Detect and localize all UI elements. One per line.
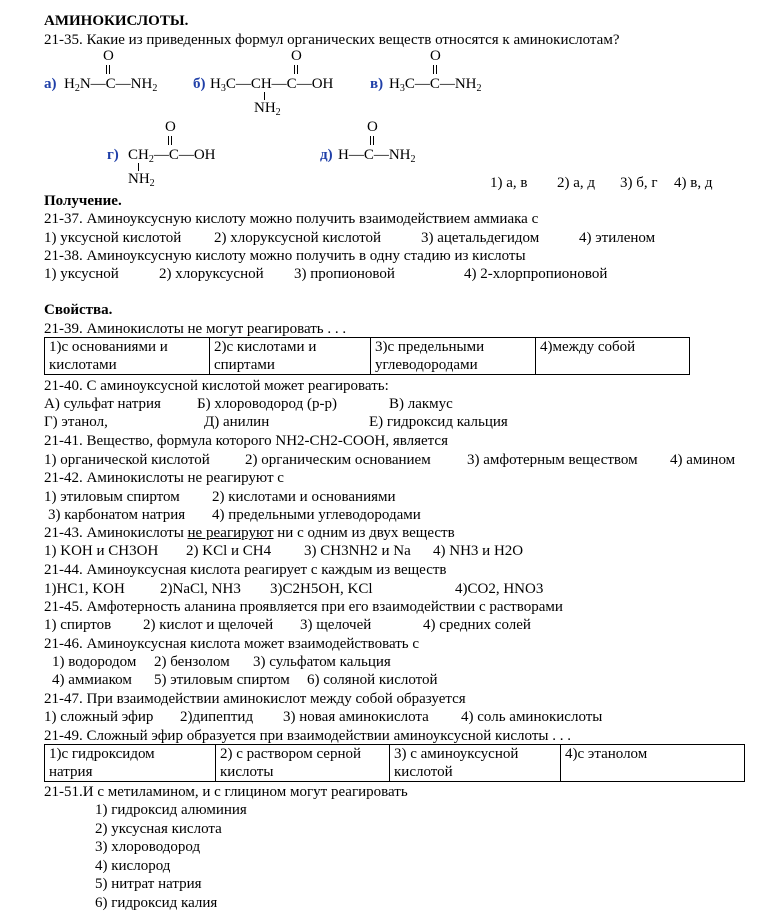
q47-option-2: 2)дипептид: [180, 709, 254, 725]
q35-text: 21-35. Какие из приведенных формул органических веществ относятся к аминокислотам?: [44, 32, 620, 48]
q35-answer-1: 1) а, в: [490, 175, 528, 191]
q35-answer-3: 3) б, г: [620, 175, 658, 191]
q37-option-3: 3) ацетальдегидом: [421, 230, 540, 246]
formula-v-text: $H_3C—C—NH_2$: [389, 76, 482, 94]
q38-text: 21-38. Аминоуксусную кислоту можно получить в одну стадию из кислоты: [44, 248, 526, 264]
q38-option-4: 4) 2-хлорпропионовой: [464, 266, 608, 282]
q49-table: [44, 744, 745, 782]
label-d: д): [320, 147, 333, 163]
q40-text: 21-40. С аминоуксусной кислотой может реагировать:: [44, 378, 389, 394]
page-title: АМИНОКИСЛОТЫ.: [44, 13, 189, 29]
label-g: г): [107, 147, 119, 163]
label-v: в): [370, 76, 384, 92]
q39-cell-2: 2)с кислотами и спиртами: [210, 338, 371, 375]
formula-g-double-bond: [168, 136, 172, 145]
q45-option-2: 2) кислот и щелочей: [143, 617, 274, 633]
formula-v-double-bond: [433, 65, 437, 74]
q46-option-1: 1) водородом: [52, 654, 137, 670]
formula-b-oxygen: O: [291, 48, 302, 64]
formula-a-text: $H_2N—C—NH_2$: [64, 76, 158, 94]
q45-text: 21-45. Амфотерность аланина проявляется при его взаимодействии с растворами: [44, 599, 563, 615]
q47-option-3: 3) новая аминокислота: [283, 709, 429, 725]
q43-underlined: не реагируют: [187, 525, 274, 541]
q43-option-2: 2) KCl и CH4: [186, 543, 272, 559]
q40-option-a: А) сульфат натрия: [44, 396, 161, 412]
q40-option-d: Д) анилин: [204, 414, 270, 430]
q42-option-2: 2) кислотами и основаниями: [212, 489, 396, 505]
q39-cell-4: 4)между собой: [536, 338, 690, 375]
formula-g-text: $CH_2—C—OH$: [128, 147, 216, 165]
q41-text: 21-41. Вещество, формула которого NH2-CH2-COOH, является: [44, 433, 448, 449]
q38-option-3: 3) пропионовой: [294, 266, 395, 282]
q49-cell-3: 3) с аминоуксусной кислотой: [390, 745, 561, 782]
formula-b-double-bond: [294, 65, 298, 74]
q40-option-v: В) лакмус: [389, 396, 453, 412]
q46-text: 21-46. Аминоуксусная кислота может взаимодействовать с: [44, 636, 420, 652]
q46-option-3: 3) сульфатом кальция: [253, 654, 391, 670]
formula-a-double-bond: [106, 65, 110, 74]
q43-text: 21-43. Аминокислоты не реагируют ни с одним из двух веществ: [44, 525, 455, 541]
section-preparation: Получение.: [44, 193, 122, 209]
formula-d-double-bond: [370, 136, 374, 145]
q43-option-4: 4) NH3 и H2O: [433, 543, 524, 559]
q39-table: [44, 337, 690, 375]
q35-answer-4: 4) в, д: [674, 175, 713, 191]
q51-option-5: 5) нитрат натрия: [95, 876, 202, 892]
formula-v-oxygen: O: [430, 48, 441, 64]
q39-cell-3: 3)с предельными углеводородами: [371, 338, 536, 375]
q49-cell-4: 4)с этанолом: [561, 745, 745, 782]
q35-answer-2: 2) а, д: [557, 175, 596, 191]
q42-text: 21-42. Аминокислоты не реагируют с: [44, 470, 284, 486]
q40-option-e: Е) гидроксид кальция: [369, 414, 508, 430]
q51-option-6: 6) гидроксид калия: [95, 895, 218, 911]
q37-option-1: 1) уксусной кислотой: [44, 230, 182, 246]
q41-option-3: 3) амфотерным веществом: [467, 452, 638, 468]
q46-option-2: 2) бензолом: [154, 654, 230, 670]
q41-option-4: 4) амином: [670, 452, 736, 468]
q46-option-6: 6) соляной кислотой: [307, 672, 438, 688]
formula-g-amino: $NH_2$: [128, 171, 155, 189]
q39-cell-1: 1)с основаниями и кислотами: [45, 338, 210, 375]
q46-option-5: 5) этиловым спиртом: [154, 672, 290, 688]
q37-option-4: 4) этиленом: [579, 230, 656, 246]
q45-option-4: 4) средних солей: [423, 617, 531, 633]
q37-text: 21-37. Аминоуксусную кислоту можно получить взаимодействием аммиака с: [44, 211, 539, 227]
q43-option-3: 3) CH3NH2 и Na: [304, 543, 411, 559]
q49-cell-2: 2) с раствором серной кислоты: [216, 745, 390, 782]
q40-option-b: Б) хлороводород (р-р): [197, 396, 337, 412]
q38-option-2: 2) хлоруксусной: [159, 266, 264, 282]
formula-d-text: $H—C—NH_2$: [338, 147, 416, 165]
q44-option-4: 4)CO2, HNO3: [455, 581, 544, 597]
q44-text: 21-44. Аминоуксусная кислота реагирует с каждым из веществ: [44, 562, 447, 578]
q42-option-3: 3) карбонатом натрия: [48, 507, 186, 523]
q43-option-1: 1) KOH и CH3OH: [44, 543, 159, 559]
q39-text: 21-39. Аминокислоты не могут реагировать . . .: [44, 321, 347, 337]
q45-option-3: 3) щелочей: [300, 617, 372, 633]
formula-d-oxygen: O: [367, 119, 378, 135]
q51-option-3: 3) хлороводород: [95, 839, 201, 855]
q37-option-2: 2) хлоруксусной кислотой: [214, 230, 382, 246]
q44-option-3: 3)C2H5OH, KCl: [270, 581, 373, 597]
q41-option-1: 1) органической кислотой: [44, 452, 210, 468]
formula-a-oxygen: O: [103, 48, 114, 64]
formula-b-amino: $NH_2$: [254, 100, 281, 118]
label-b: б): [193, 76, 206, 92]
q51-option-1: 1) гидроксид алюминия: [95, 802, 247, 818]
formula-g-oxygen: O: [165, 119, 176, 135]
q47-text: 21-47. При взаимодействии аминокислот между собой образуется: [44, 691, 466, 707]
q44-option-1: 1)HC1, KOH: [44, 581, 125, 597]
q49-cell-1: 1)с гидроксидом натрия: [45, 745, 216, 782]
q38-option-1: 1) уксусной: [44, 266, 119, 282]
section-properties: Свойства.: [44, 302, 113, 318]
q40-option-g: Г) этанол,: [44, 414, 108, 430]
q47-option-4: 4) соль аминокислоты: [461, 709, 603, 725]
q44-option-2: 2)NaCl, NH3: [160, 581, 241, 597]
q41-option-2: 2) органическим основанием: [245, 452, 431, 468]
q46-option-4: 4) аммиаком: [52, 672, 132, 688]
q47-option-1: 1) сложный эфир: [44, 709, 154, 725]
q42-option-4: 4) предельными углеводородами: [212, 507, 421, 523]
q51-option-2: 2) уксусная кислота: [95, 821, 222, 837]
q49-text: 21-49. Сложный эфир образуется при взаимодействии аминоуксусной кислоты . . .: [44, 728, 571, 744]
label-a: а): [44, 76, 57, 92]
q45-option-1: 1) спиртов: [44, 617, 112, 633]
q51-option-4: 4) кислород: [95, 858, 171, 874]
q51-text: 21-51.И с метиламином, и с глицином могут реагировать: [44, 784, 408, 800]
formula-b-text: $H_3C—CH—C—OH$: [210, 76, 334, 94]
q42-option-1: 1) этиловым спиртом: [44, 489, 180, 505]
